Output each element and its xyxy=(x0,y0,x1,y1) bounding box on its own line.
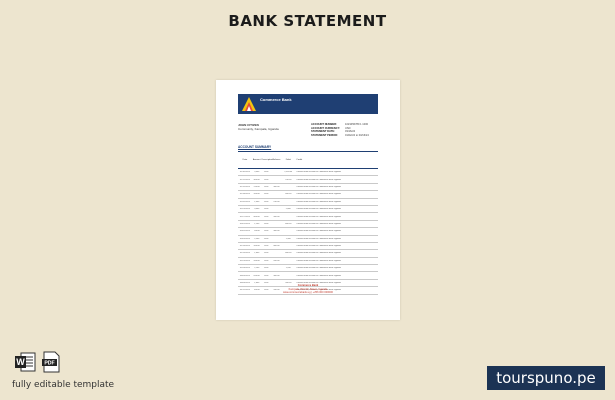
column-header: Date xyxy=(242,159,248,161)
table-cell: Transfer from account to Commerce Bank Uganda xyxy=(296,185,341,188)
footer-bank-name: Commerce Bank xyxy=(297,284,319,287)
table-cell: 250.00 xyxy=(273,200,280,203)
bank-name: Commerce Bank xyxy=(260,97,292,102)
holder-name: JOHN CITIZEN xyxy=(238,123,259,127)
table-cell: Transfer from account to Commerce Bank Uganda xyxy=(296,245,341,248)
svg-text:PDF: PDF xyxy=(44,360,55,367)
meta-value: 01/02/24 to 03/16/24 xyxy=(345,133,369,137)
table-cell: 03/08/2024 xyxy=(239,282,250,285)
table-cell: 01/27/2024 xyxy=(239,215,250,218)
table-cell: 01/20/2024 xyxy=(239,200,250,203)
table-row xyxy=(238,236,378,243)
table-cell: 2,500 xyxy=(254,237,260,240)
table-cell: 01/23/2024 xyxy=(239,208,250,211)
table-cell: 2,200 xyxy=(254,267,260,270)
table-cell: 1,600 xyxy=(254,252,260,255)
table-cell: 400.00 xyxy=(285,193,292,196)
table-cell: 300.00 xyxy=(273,230,280,233)
table-cell: Transfer from account to Commerce Bank Uganda xyxy=(296,230,341,233)
table-cell: 2504 xyxy=(263,222,269,225)
table-cell: 5,000 xyxy=(254,171,260,174)
table-cell: 01/15/2024 xyxy=(239,185,250,188)
table-cell: 01/12/2024 xyxy=(239,178,250,181)
table-row xyxy=(238,184,378,191)
table-cell: Transfer from account to Commerce Bank Uganda xyxy=(296,274,341,277)
table-cell: 1504 xyxy=(263,215,269,218)
table-cell: 1,000 xyxy=(254,200,260,203)
table-cell: Transfer from account to Commerce Bank Uganda xyxy=(296,171,341,174)
column-header: Description xyxy=(261,159,273,161)
meta-row xyxy=(311,134,369,138)
table-cell: 03/12/2024 xyxy=(239,289,250,292)
table-cell: 01/10/2024 xyxy=(239,171,250,174)
table-cell: 450.00 xyxy=(253,259,260,262)
table-cell: 02/28/2024 xyxy=(239,267,250,270)
table-cell: 03/04/2024 xyxy=(239,274,250,277)
table-cell: 1504 xyxy=(263,289,269,292)
table-cell: 1504 xyxy=(263,230,269,233)
caption: fully editable template xyxy=(12,380,115,390)
table-cell: 2504 xyxy=(263,267,269,270)
table-cell: 250.00 xyxy=(253,185,260,188)
table-cell: Transfer from account to Commerce Bank Uganda xyxy=(296,215,341,218)
meta-value: 03/16/24 xyxy=(345,130,356,134)
table-cell: Transfer from account to Commerce Bank Uganda xyxy=(296,200,341,203)
table-cell: 1504 xyxy=(263,178,269,181)
table-cell: 2504 xyxy=(263,171,269,174)
table-cell: Transfer from account to Commerce Bank Uganda xyxy=(296,259,341,262)
table-cell: 1,100 xyxy=(285,267,291,270)
table-cell: 1504 xyxy=(263,245,269,248)
table-cell: 2,500.00 xyxy=(284,171,293,174)
column-header: Amount xyxy=(252,159,261,161)
table-cell: 1,200 xyxy=(254,222,260,225)
table-cell: Transfer from account to Commerce Bank Uganda xyxy=(296,193,341,196)
table-cell: Transfer from account to Commerce Bank Uganda xyxy=(296,237,341,240)
column-header: Balance xyxy=(272,159,281,161)
table-row xyxy=(238,250,378,257)
table-cell: Transfer from account to Commerce Bank Uganda xyxy=(296,252,341,255)
table-cell: 500.00 xyxy=(253,193,260,196)
table-cell: 300.00 xyxy=(273,185,280,188)
table-cell: 650.00 xyxy=(253,274,260,277)
meta-label: STATEMENT DATE: xyxy=(311,130,335,134)
table-cell: 1504 xyxy=(263,259,269,262)
table-cell: 01/18/2024 xyxy=(239,193,250,196)
table-cell: 02/01/2024 xyxy=(239,222,250,225)
meta-label: ACCOUNT NUMBER: xyxy=(311,123,337,126)
table-cell: 250.00 xyxy=(285,178,292,181)
table-cell: Transfer from account to Commerce Bank Uganda xyxy=(296,208,341,211)
table-row xyxy=(238,272,378,279)
format-icons xyxy=(14,351,62,373)
table-cell: 800.00 xyxy=(253,215,260,218)
table-row xyxy=(238,213,378,220)
word-icon xyxy=(14,351,36,373)
table-cell: 1,500 xyxy=(285,237,291,240)
bank-header xyxy=(238,94,378,114)
account-holder xyxy=(238,123,279,131)
table-cell: 400.00 xyxy=(273,245,280,248)
holder-address: Community, Kampala, Uganda xyxy=(238,127,279,131)
table-cell: 2,000 xyxy=(285,208,291,211)
table-cell: 1,800 xyxy=(254,282,260,285)
table-cell: 2504 xyxy=(263,200,269,203)
footer-address: Kampala, Plot 00, Street, Uganda xyxy=(288,287,328,291)
footer-contact: www.commercebank.ug | +256 000 000000 xyxy=(283,291,333,295)
transactions-table xyxy=(238,151,378,295)
meta-value: 1023456789 1 1000 xyxy=(345,123,369,126)
column-header: Credit xyxy=(296,159,303,161)
svg-text:W: W xyxy=(16,357,25,367)
table-cell: 900.00 xyxy=(285,282,292,285)
table-cell: 02/09/2024 xyxy=(239,237,250,240)
table-cell: Transfer from account to Commerce Bank Uganda xyxy=(296,282,341,285)
table-cell: 2504 xyxy=(263,282,269,285)
table-cell: 900.00 xyxy=(253,245,260,248)
table-cell: 02/23/2024 xyxy=(239,259,250,262)
meta-value: USD xyxy=(345,126,351,130)
table-row xyxy=(238,169,378,176)
statement-footer xyxy=(216,284,400,295)
table-cell: 500.00 xyxy=(273,215,280,218)
table-cell: 300.00 xyxy=(273,274,280,277)
table-cell: 02/14/2024 xyxy=(239,245,250,248)
table-cell: 600.00 xyxy=(285,222,292,225)
statement-meta xyxy=(311,123,369,137)
statement-preview xyxy=(216,80,400,320)
table-cell: 02/19/2024 xyxy=(239,252,250,255)
column-header: Debit xyxy=(285,159,291,161)
table-cell: 2504 xyxy=(263,252,269,255)
section-title: ACCOUNT SUMMARY xyxy=(238,145,272,149)
table-row xyxy=(238,176,378,183)
table-cell: 1504 xyxy=(263,274,269,277)
table-cell: 3,000 xyxy=(254,208,260,211)
table-row xyxy=(238,258,378,265)
table-cell: 350.00 xyxy=(273,289,280,292)
table-cell: 400.00 xyxy=(253,178,260,181)
table-cell: Transfer from account to Commerce Bank Uganda xyxy=(296,267,341,270)
table-cell: 1504 xyxy=(263,185,269,188)
table-cell: 1504 xyxy=(263,208,269,211)
table-cell: Transfer from account to Commerce Bank Uganda xyxy=(296,289,341,292)
table-cell: 750.00 xyxy=(253,230,260,233)
bank-logo-icon xyxy=(241,96,257,112)
page-title: BANK STATEMENT xyxy=(228,12,387,30)
table-row xyxy=(238,265,378,272)
table-cell: 2504 xyxy=(263,237,269,240)
brand-badge[interactable]: tourspuno.pe xyxy=(487,366,605,390)
table-cell: Transfer from account to Commerce Bank Uganda xyxy=(296,178,341,181)
table-row xyxy=(238,221,378,228)
table-cell: 02/05/2024 xyxy=(239,230,250,233)
table-cell: 800.00 xyxy=(285,252,292,255)
table-header xyxy=(238,151,378,169)
table-cell: 200.00 xyxy=(273,259,280,262)
table-row xyxy=(238,206,378,213)
table-cell: Transfer from account to Commerce Bank Uganda xyxy=(296,222,341,225)
table-cell: 700.00 xyxy=(253,289,260,292)
meta-label: ACCOUNT CURRENCY: xyxy=(311,126,341,130)
meta-label: STATEMENT PERIOD: xyxy=(311,133,338,137)
table-row xyxy=(238,228,378,235)
table-body xyxy=(238,169,378,295)
table-row xyxy=(238,199,378,206)
table-row xyxy=(238,191,378,198)
table-cell: 2504 xyxy=(263,193,269,196)
pdf-icon xyxy=(40,351,62,373)
table-row xyxy=(238,243,378,250)
